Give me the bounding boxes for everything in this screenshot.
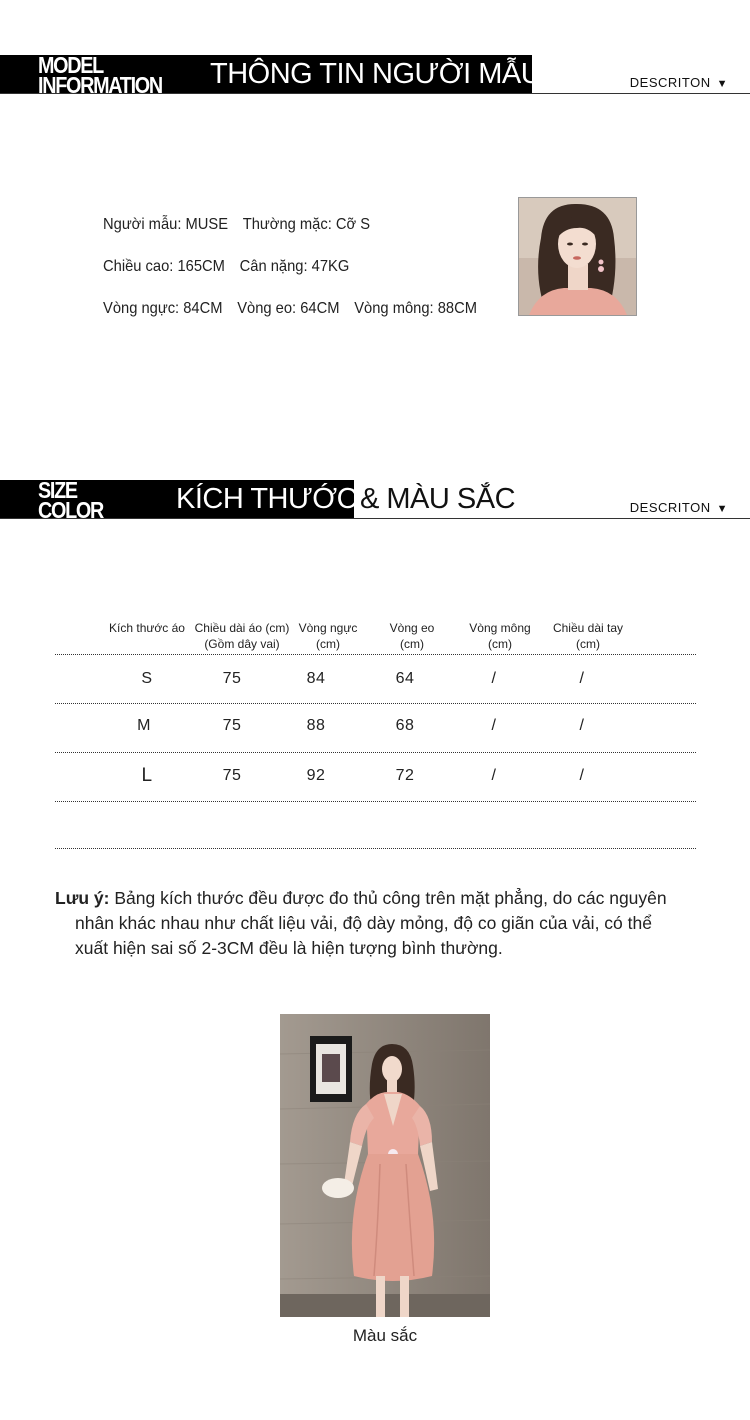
table-cell: L <box>141 765 153 786</box>
table-cell: 84 <box>306 670 326 687</box>
note-text-1: Bảng kích thước đều được đo thủ công trên mặt phẳng, do các nguyên <box>109 888 667 908</box>
note-text-3: xuất hiện sai số 2-3CM đều là hiện tượng bình thường. <box>75 938 503 958</box>
table-divider <box>55 848 696 849</box>
table-header-waist: Vòng eo (cm) <box>389 621 435 651</box>
table-cell: / <box>579 717 585 734</box>
size-header-underline <box>0 518 750 519</box>
table-cell: 88 <box>306 717 326 734</box>
note-text-2: nhân khác nhau như chất liệu vải, độ dày mỏng, độ co giãn của vải, có thể <box>75 913 652 933</box>
size-description-toggle[interactable]: DESCRITON ▼ <box>629 500 728 515</box>
model-info-line-2: Chiều cao: 165CM Cân nặng: 47KG <box>103 258 350 275</box>
model-info-line-1: Người mẫu: MUSE Thường mặc: Cỡ S <box>103 216 371 233</box>
table-cell: 75 <box>222 767 242 784</box>
table-cell: / <box>491 717 497 734</box>
model-header-en: MODEL INFORMATION <box>38 52 162 98</box>
table-header-size: Kích thước áo <box>109 621 185 635</box>
size-header-title-a: KÍCH THƯỚC <box>176 483 358 515</box>
model-portrait <box>518 197 637 316</box>
size-header-en: SIZE COLOR <box>38 477 103 523</box>
table-header-bust: Vòng ngực (cm) <box>298 621 358 651</box>
table-divider <box>55 801 696 802</box>
table-cell: 75 <box>222 670 242 687</box>
table-cell: / <box>491 670 497 687</box>
table-cell: 75 <box>222 717 242 734</box>
table-divider <box>55 752 696 753</box>
model-info-line-3: Vòng ngực: 84CM Vòng eo: 64CM Vòng mông: 88CM <box>103 300 477 317</box>
table-cell: / <box>579 670 585 687</box>
table-cell: 92 <box>306 767 326 784</box>
table-cell: / <box>579 767 585 784</box>
table-cell: S <box>141 670 153 687</box>
size-note <box>55 886 715 961</box>
table-cell: 72 <box>395 767 415 784</box>
model-header-title: THÔNG TIN NGƯỜI MẪU <box>210 58 542 90</box>
dropdown-arrow-icon: ▼ <box>716 503 728 515</box>
table-divider <box>55 654 696 655</box>
table-cell: 68 <box>395 717 415 734</box>
model-description-toggle[interactable]: DESCRITON ▼ <box>629 75 728 90</box>
table-cell: 64 <box>395 670 415 687</box>
table-header-sleeve: Chiều dài tay (cm) <box>552 621 624 651</box>
table-cell: / <box>491 767 497 784</box>
table-header-hip: Vòng mông (cm) <box>469 621 531 651</box>
color-caption: Màu sắc <box>352 1326 418 1345</box>
color-photo-pink <box>280 1014 490 1317</box>
note-label: Lưu ý: <box>55 888 110 908</box>
table-divider <box>55 703 696 704</box>
size-header-title-b: & MÀU SẮC <box>360 483 516 515</box>
table-cell: M <box>137 717 151 734</box>
table-header-length: Chiều dài áo (cm) (Gồm dây vai) <box>194 621 290 651</box>
dropdown-arrow-icon: ▼ <box>716 78 728 90</box>
